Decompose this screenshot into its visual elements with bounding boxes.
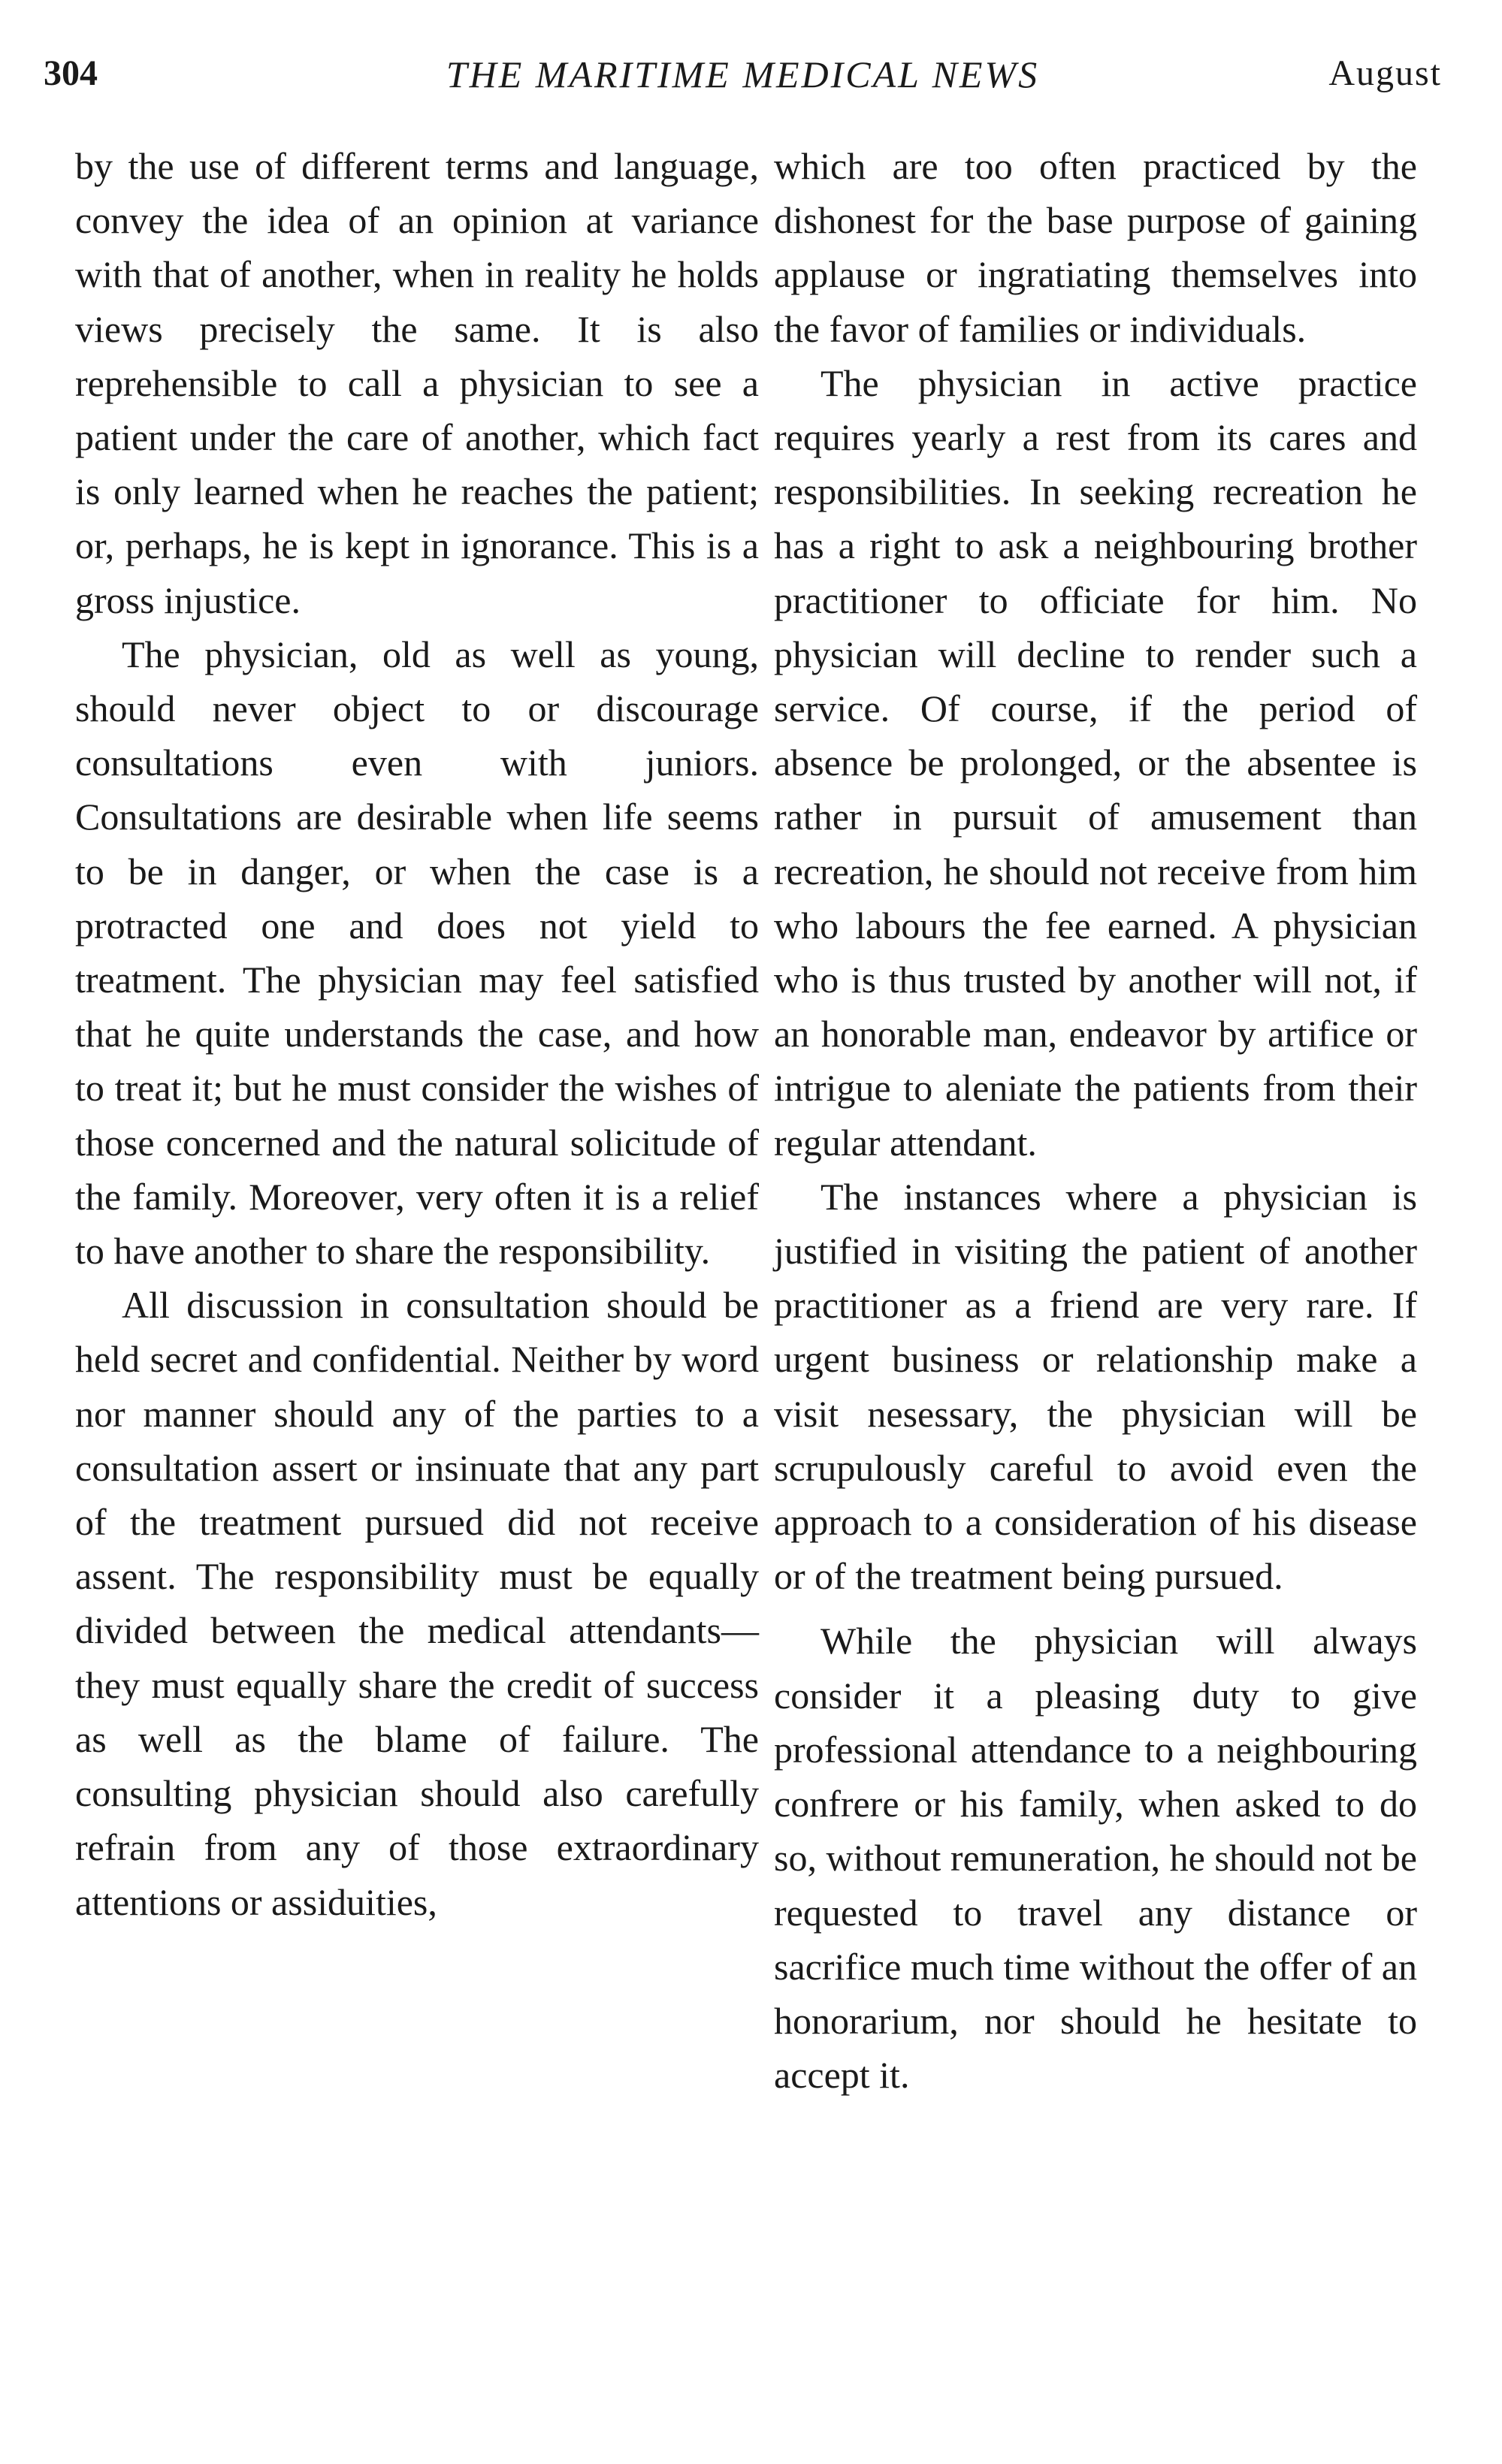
paragraph: The physician in active practice requires yearly a rest from its cares and responsibilities. In seeking recreation he has a right to ask a neighbouring brother practitioner to officiate for him. No physician will decline to render such a service. Of course, if the period of absence be prolonged, or the absentee is rather in pursuit of amusement than recreation, he should not receive from him who labours the fee earned. A physician who is thus trusted by another will not, if an honorable man, endeavor by artifice or intrigue to aleniate the patients from their regular attendant. [774, 361, 1417, 1164]
paragraph: The physician, old as well as young, should never object to or discourage consultations even with juniors. Consultations are desirable when life seems to be in danger, or when the case is a protracted one and does not yield to treatment. The physician may feel satisfied that he quite understands the case, and how to treat it; but he must consider the wishes of those concerned and the natural solicitude of the family. Moreover, very often it is a relief to have another to share the responsibility. [75, 633, 759, 1273]
page-number: 304 [44, 53, 98, 93]
issue-month: August [1328, 53, 1442, 93]
left-column [75, 139, 759, 1929]
paragraph: While the physician will always consider it a pleasing duty to give professional attendance to a neighbouring confrere or his family, when asked to do so, without remuneration, he should not be requested to travel any distance or sacrifice much time without the offer of an honorarium, nor should he hesitate to accept it. [774, 1620, 1417, 2097]
journal-title: THE MARITIME MEDICAL NEWS [446, 53, 1040, 95]
paragraph: All discussion in consultation should be held secret and confidential. Neither by word nor manner should any of the parties to a consultation assert or insinuate that any part of the treatment pursued did not receive assent. The responsibility must be equally divided between the medical attendants—they must equally share the credit of success as well as the blame of failure. The consulting physician should also carefully refrain from any of those extraordinary attentions or assiduities, [75, 1284, 759, 1923]
right-column [774, 139, 1417, 2102]
paragraph: The instances where a physician is justified in visiting the patient of another practitioner as a friend are very rare. If urgent business or relationship make a visit nesessary, the physician will be scrupulously careful to avoid even the approach to a consideration of his disease or of the treatment being pursued. [774, 1175, 1417, 1598]
paragraph: by the use of different terms and language, convey the idea of an opinion at variance with that of another, when in reality he holds views precisely the same. It is also reprehensible to call a physician to see a patient under the care of another, which fact is only learned when he reaches the patient; or, perhaps, he is kept in ignorance. This is a gross injustice. [75, 145, 759, 621]
paragraph: which are too often practiced by the dishonest for the base purpose of gaining applause or ingratiating themselves into the favor of families or individuals. [774, 145, 1417, 350]
running-header [44, 53, 1442, 113]
